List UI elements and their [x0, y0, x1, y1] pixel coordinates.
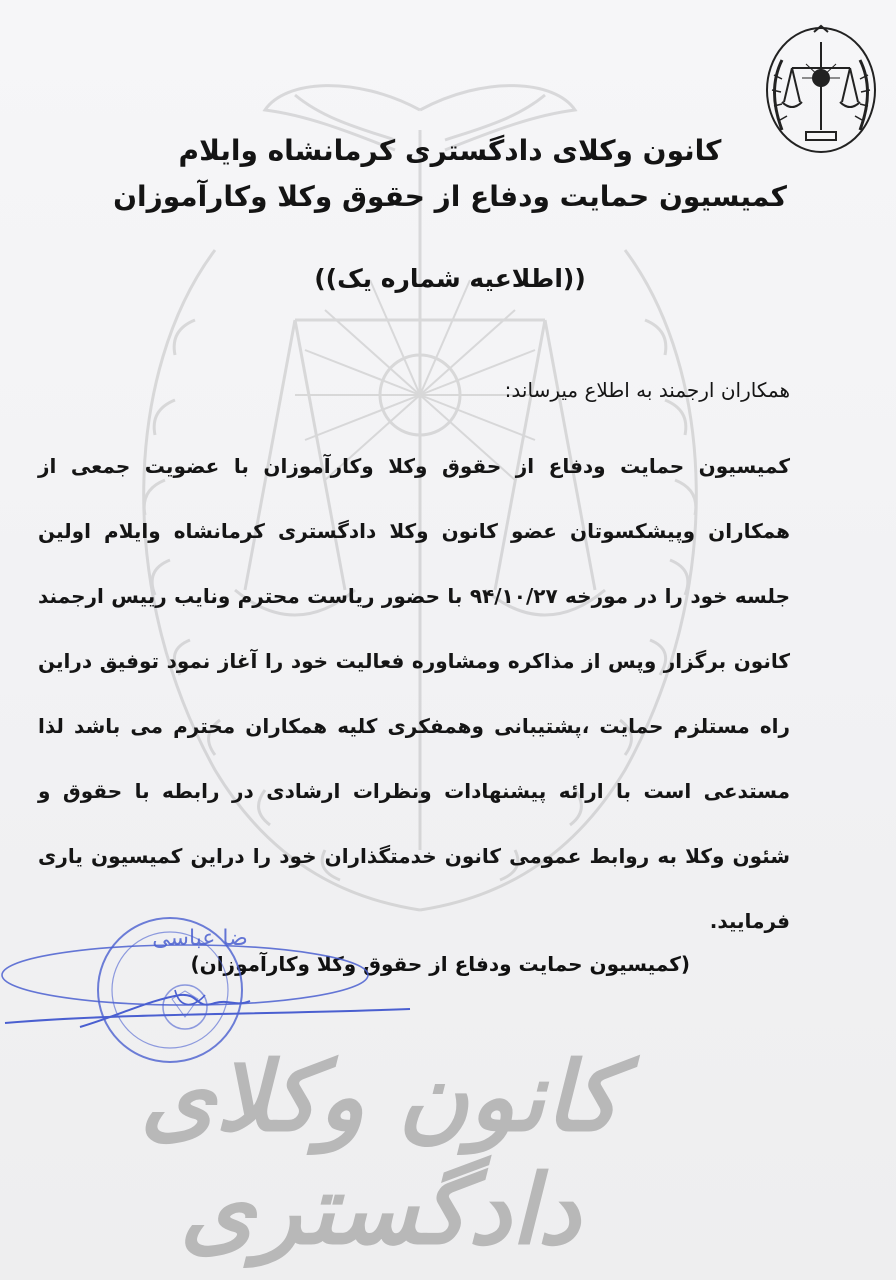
- announcement-paragraph: کمیسیون حمایت ودفاع از حقوق وکلا وکارآموزان با عضویت جمعی از همکاران وپیشکسوتان عضو کانون وکلا دادگستری کرمانشاه وایلام اولین جلسه خود را در مورخه ۹۴/۱۰/۲۷ با حضور ریاست محترم ونایب رییس ارجمند کانون برگزار وپس از مذاکره ومشاوره فعالیت خود را آغاز نمود توفیق دراین راه مستلزم حمایت ،پشتیبانی وهمفکری کلیه همکاران محترم می باشد لذا مستدعی است با ارائه پیشنهادات ونظرات ارشادی در رابطه با حقوق و شئون وکلا به روابط عمومی کانون خدمتگذاران خود را دراین کمیسیون یاری فرمایید.: [38, 454, 790, 933]
- title-bar-association: کانون وکلای دادگستری کرمانشاه وایلام: [178, 134, 722, 167]
- stamp-name: ضا عباسی: [152, 926, 248, 951]
- salutation: همکاران ارجمند به اطلاع میرساند:: [504, 378, 790, 402]
- notice-number: ((اطلاعیه شماره یک)): [314, 264, 586, 293]
- signoff: (کمیسیون حمایت ودفاع از حقوق وکلا وکارآموزان): [190, 952, 690, 976]
- footer-watermark-text: کانون وکلای دادگستری: [140, 1040, 620, 1266]
- title-commission: کمیسیون حمایت ودفاع از حقوق وکلا وکارآموزان: [113, 180, 787, 213]
